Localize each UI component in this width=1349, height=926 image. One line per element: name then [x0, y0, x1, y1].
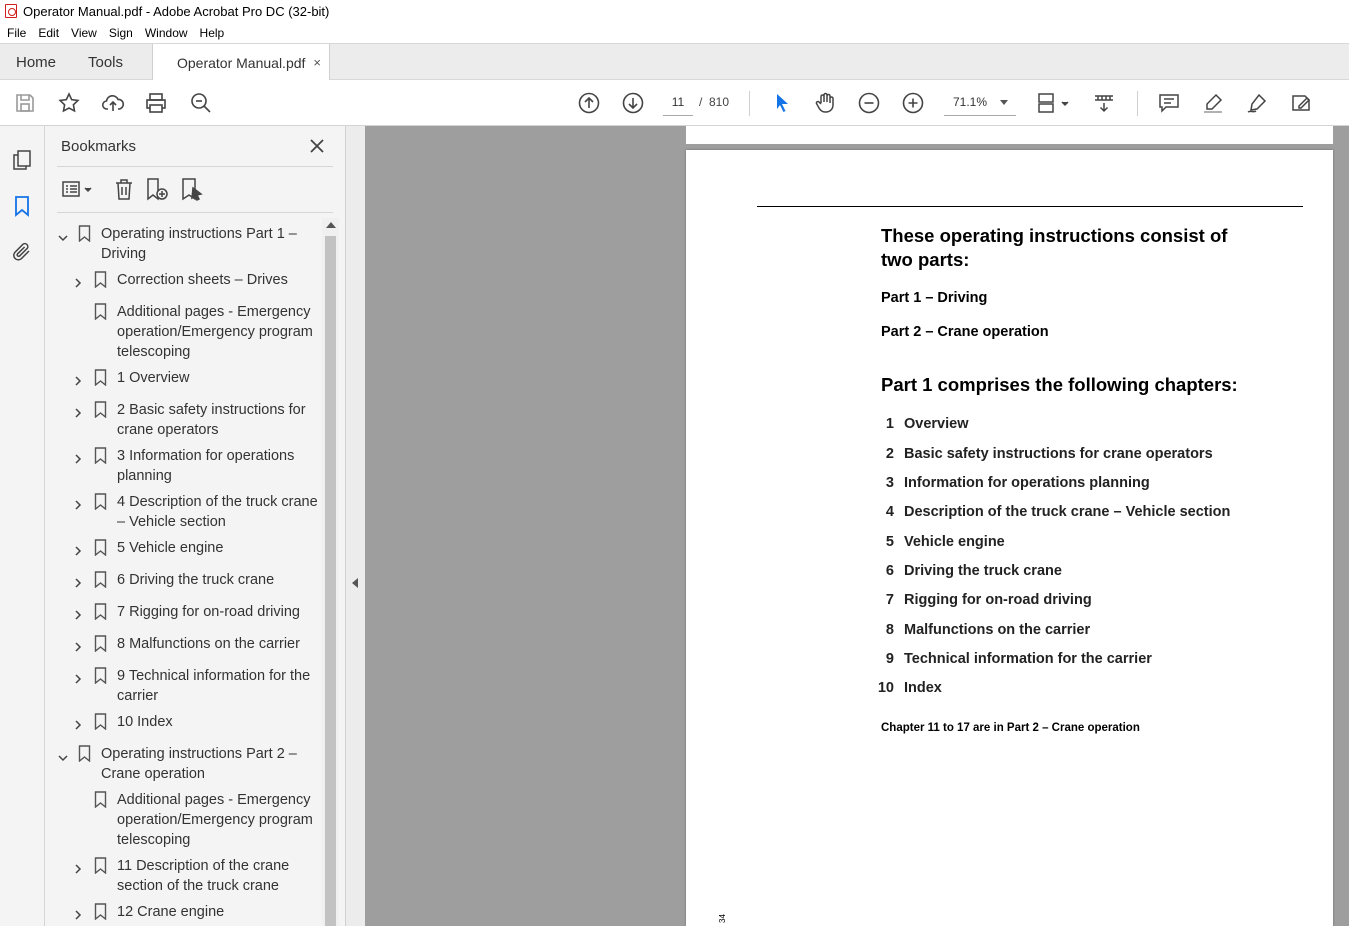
chevron-right-icon[interactable] [73, 497, 83, 507]
bookmark-label: 6 Driving the truck crane [117, 572, 275, 588]
bookmark-icon [78, 225, 91, 242]
bookmark-label: 5 Vehicle engine [117, 540, 224, 556]
menu-file[interactable]: File [7, 25, 27, 40]
divider [57, 212, 333, 213]
bookmark-options-icon[interactable] [60, 176, 86, 202]
chevron-down-icon[interactable] [57, 229, 67, 239]
tab-row [0, 43, 1349, 80]
bookmark-item[interactable] [0, 666, 322, 704]
zoom-out-icon[interactable] [857, 91, 881, 115]
previous-page-edge [686, 126, 1333, 144]
bookmark-item[interactable] [0, 538, 322, 558]
scroll-mode-icon[interactable] [1092, 91, 1116, 115]
tab-home[interactable]: Home [16, 53, 57, 71]
sign-pen-icon[interactable] [1245, 91, 1269, 115]
bookmark-label: 8 Malfunctions on the carrier [117, 636, 300, 652]
acrobat-app-icon [5, 4, 17, 18]
bookmark-label: Additional pages - Emergency operation/Emergency program telescoping [117, 792, 313, 848]
chevron-right-icon[interactable] [73, 275, 83, 285]
chapter-number: 9 [885, 651, 894, 667]
title-bar [0, 0, 1349, 22]
page-number-input[interactable]: 11 [663, 90, 693, 116]
tab-document-label: Operator Manual.pdf [177, 54, 306, 71]
bookmark-icon [94, 271, 107, 288]
doc-part-1: Part 1 – Driving [881, 290, 988, 306]
close-tab-icon[interactable]: × [313, 55, 321, 70]
doc-note: Chapter 11 to 17 are in Part 2 – Crane operation [881, 722, 1140, 734]
document-view[interactable] [365, 126, 1349, 926]
toolbar-divider [1137, 91, 1138, 116]
close-icon[interactable] [307, 136, 327, 156]
toolbar-divider [749, 91, 750, 116]
chapter-title: Overview [904, 416, 969, 432]
hand-tool-icon[interactable] [813, 91, 837, 115]
bookmark-item[interactable] [0, 902, 322, 922]
collapse-panel-icon[interactable] [352, 578, 358, 588]
menu-edit[interactable]: Edit [38, 25, 60, 40]
page-thumbnails-icon[interactable] [10, 148, 34, 172]
bookmark-icon [94, 401, 107, 418]
bookmark-item[interactable] [0, 492, 322, 530]
bookmarks-scrollbar[interactable] [322, 218, 339, 926]
menu-help[interactable]: Help [199, 25, 225, 40]
bookmark-item[interactable] [0, 790, 322, 848]
bookmark-icon [94, 667, 107, 684]
chevron-right-icon[interactable] [73, 861, 83, 871]
bookmark-item[interactable] [0, 224, 322, 262]
window-title: Operator Manual.pdf - Adobe Acrobat Pro DC (32-bit) [23, 3, 330, 19]
chapter-title: Index [904, 680, 942, 696]
bookmark-icon [94, 369, 107, 386]
chevron-right-icon[interactable] [73, 405, 83, 415]
bookmark-item[interactable] [0, 570, 322, 590]
doc-part-2: Part 2 – Crane operation [881, 324, 1049, 340]
save-icon[interactable] [13, 91, 37, 115]
chevron-right-icon[interactable] [73, 907, 83, 917]
menu-view[interactable]: View [71, 25, 97, 40]
bookmark-from-selection-icon[interactable] [179, 176, 205, 202]
chapter-number: 10 [877, 680, 894, 696]
bookmark-label: Correction sheets – Drives [117, 272, 288, 288]
zoom-level-value: 71.1% [953, 95, 988, 109]
chapter-title: Rigging for on-road driving [904, 592, 1092, 608]
bookmark-label: 11 Description of the crane section of the truck crane [117, 858, 290, 894]
scroll-up-icon[interactable] [326, 222, 336, 228]
bookmark-item[interactable] [0, 446, 322, 484]
chapter-title: Malfunctions on the carrier [904, 622, 1091, 638]
chapter-title: Description of the truck crane – Vehicle section [904, 504, 1231, 520]
new-bookmark-icon[interactable] [144, 176, 170, 202]
bookmark-label: 2 Basic safety instructions for crane operators [117, 402, 306, 438]
chevron-right-icon[interactable] [73, 373, 83, 383]
bookmark-item[interactable] [0, 634, 322, 654]
highlight-pen-icon[interactable] [1201, 91, 1225, 115]
chevron-right-icon[interactable] [73, 543, 83, 553]
bookmark-label: 12 Crane engine [117, 904, 225, 920]
chapter-number: 8 [885, 622, 894, 638]
bookmark-label: 3 Information for operations planning [117, 448, 295, 484]
chapter-number: 7 [885, 592, 894, 608]
page-total: 810 [709, 95, 730, 109]
bookmark-icon [94, 635, 107, 652]
zoom-in-icon[interactable] [901, 91, 925, 115]
chapter-title: Information for operations planning [904, 475, 1150, 491]
chapter-number: 3 [885, 475, 894, 491]
bookmark-item[interactable] [0, 712, 322, 732]
zoom-level-select[interactable] [944, 90, 1016, 116]
chevron-right-icon[interactable] [73, 639, 83, 649]
bookmark-item[interactable] [0, 856, 322, 894]
chevron-down-icon[interactable] [57, 749, 67, 759]
delete-bookmark-icon[interactable] [111, 176, 137, 202]
pdf-page [686, 150, 1333, 926]
star-icon[interactable] [57, 91, 81, 115]
doc-heading-2: Part 1 comprises the following chapters: [881, 374, 1238, 395]
scrollbar-thumb[interactable] [325, 236, 336, 926]
bookmark-label: Operating instructions Part 1 – Driving [101, 226, 297, 262]
bookmark-icon [94, 539, 107, 556]
search-zoom-icon[interactable] [189, 91, 213, 115]
bookmark-label: 9 Technical information for the carrier [117, 668, 311, 704]
menu-bar [0, 22, 1349, 43]
doc-heading-1: These operating instructions consist of two parts: [881, 225, 1228, 270]
bookmark-label: 10 Index [117, 714, 173, 730]
next-page-icon[interactable] [621, 91, 645, 115]
chapter-number: 5 [885, 534, 894, 550]
tab-tools[interactable]: Tools [88, 53, 124, 71]
tab-document[interactable] [152, 44, 330, 81]
bookmark-icon [94, 903, 107, 920]
chevron-right-icon[interactable] [73, 717, 83, 727]
bookmark-item[interactable] [0, 270, 322, 290]
bookmark-icon [94, 493, 107, 510]
chapter-number: 1 [885, 416, 894, 432]
page-margin-mark: 34 [717, 914, 727, 923]
chevron-right-icon[interactable] [73, 451, 83, 461]
bookmark-icon [94, 447, 107, 464]
chevron-right-icon[interactable] [73, 607, 83, 617]
panel-title: Bookmarks [61, 138, 137, 155]
bookmark-item[interactable] [0, 744, 322, 782]
divider [57, 166, 333, 167]
menu-sign[interactable]: Sign [108, 25, 133, 40]
edit-share-icon[interactable] [1289, 91, 1313, 115]
select-cursor-icon[interactable] [770, 91, 794, 115]
print-icon[interactable] [144, 91, 168, 115]
chapter-title: Basic safety instructions for crane operators [904, 446, 1213, 462]
page-header-rule [757, 206, 1303, 207]
bookmark-icon [94, 791, 107, 808]
bookmark-icon [94, 603, 107, 620]
bookmark-icon [78, 745, 91, 762]
bookmark-item[interactable] [0, 602, 322, 622]
chapter-title: Driving the truck crane [904, 563, 1062, 579]
bookmark-icon [94, 857, 107, 874]
chapter-number: 2 [885, 446, 894, 462]
bookmark-icon [94, 713, 107, 730]
page-display-icon[interactable] [1036, 91, 1072, 115]
bookmark-label: 1 Overview [117, 370, 190, 386]
bookmark-item[interactable] [0, 400, 322, 438]
bookmark-label: Additional pages - Emergency operation/Emergency program telescoping [117, 304, 313, 360]
chapter-number: 4 [885, 504, 894, 520]
bookmark-item[interactable] [0, 302, 322, 360]
upload-cloud-icon[interactable] [101, 91, 125, 115]
chapter-title: Technical information for the carrier [904, 651, 1152, 667]
bookmarks-icon[interactable] [10, 194, 34, 218]
comment-icon[interactable] [1157, 91, 1181, 115]
panel-splitter[interactable] [346, 126, 365, 926]
previous-page-icon[interactable] [577, 91, 601, 115]
chevron-right-icon[interactable] [73, 671, 83, 681]
bookmark-item[interactable] [0, 368, 322, 388]
page-separator: / [699, 95, 703, 109]
bookmark-icon [94, 571, 107, 588]
bookmark-label: 7 Rigging for on-road driving [117, 604, 300, 620]
chevron-down-icon [1000, 100, 1008, 105]
bookmark-icon [94, 303, 107, 320]
bookmark-label: Operating instructions Part 2 – Crane operation [101, 746, 297, 782]
chapter-number: 6 [885, 563, 894, 579]
chapter-title: Vehicle engine [904, 534, 1005, 550]
menu-window[interactable]: Window [144, 25, 188, 40]
chevron-right-icon[interactable] [73, 575, 83, 585]
bookmark-label: 4 Description of the truck crane – Vehicle section [117, 494, 318, 530]
